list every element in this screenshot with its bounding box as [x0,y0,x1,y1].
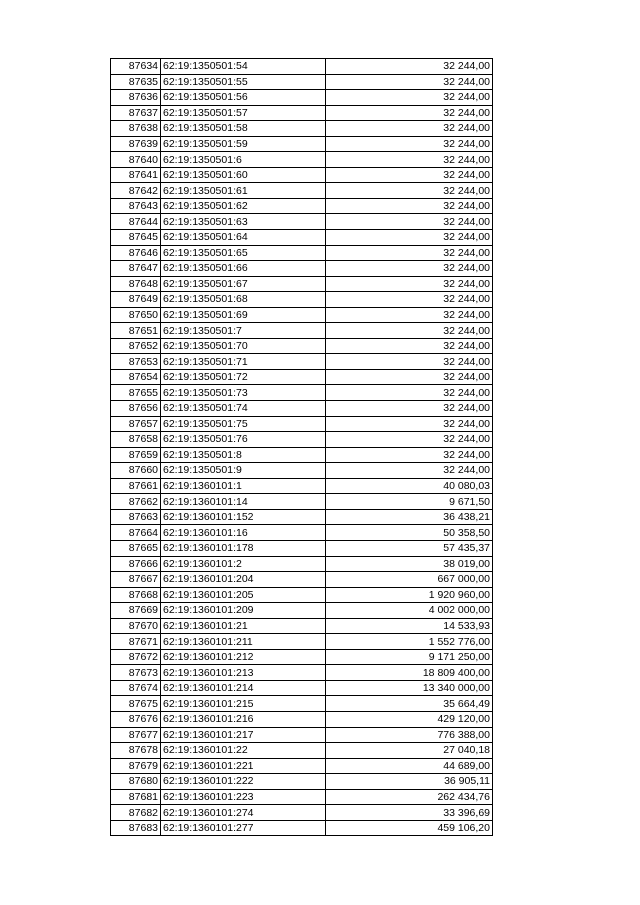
cadastral-value: 35 664,49 [326,696,493,712]
cadastral-number: 62:19:1350501:72 [161,369,326,385]
cadastral-value: 32 244,00 [326,261,493,277]
cadastral-value: 9 171 250,00 [326,649,493,665]
row-number: 87667 [111,572,161,588]
row-number: 87681 [111,789,161,805]
cadastral-number: 62:19:1350501:9 [161,463,326,479]
cadastral-number: 62:19:1350501:67 [161,276,326,292]
cadastral-number: 62:19:1350501:60 [161,167,326,183]
cadastral-value: 57 435,37 [326,540,493,556]
row-number: 87659 [111,447,161,463]
table-row [111,696,493,712]
cadastral-value: 32 244,00 [326,214,493,230]
table-row [111,105,493,121]
cadastral-number: 62:19:1350501:66 [161,261,326,277]
row-number: 87640 [111,152,161,168]
table-body [111,59,493,836]
cadastral-value: 32 244,00 [326,136,493,152]
cadastral-value: 33 396,69 [326,805,493,821]
cadastral-value: 32 244,00 [326,432,493,448]
row-number: 87641 [111,167,161,183]
cadastral-number: 62:19:1350501:55 [161,74,326,90]
row-number: 87669 [111,603,161,619]
cadastral-number: 62:19:1350501:62 [161,198,326,214]
table-row [111,665,493,681]
cadastral-number: 62:19:1360101:223 [161,789,326,805]
cadastral-value: 32 244,00 [326,245,493,261]
table-row [111,494,493,510]
table-row [111,90,493,106]
cadastral-value: 50 358,50 [326,525,493,541]
table-row [111,820,493,836]
row-number: 87654 [111,369,161,385]
row-number: 87662 [111,494,161,510]
cadastral-number: 62:19:1350501:68 [161,292,326,308]
cadastral-number: 62:19:1360101:277 [161,820,326,836]
cadastral-value: 32 244,00 [326,369,493,385]
cadastral-number: 62:19:1350501:61 [161,183,326,199]
cadastral-value: 40 080,03 [326,478,493,494]
row-number: 87677 [111,727,161,743]
cadastral-value: 44 689,00 [326,758,493,774]
cadastral-value: 32 244,00 [326,74,493,90]
row-number: 87648 [111,276,161,292]
row-number: 87671 [111,634,161,650]
table-row [111,572,493,588]
row-number: 87682 [111,805,161,821]
cadastral-value: 1 920 960,00 [326,587,493,603]
cadastral-value: 18 809 400,00 [326,665,493,681]
cadastral-value: 32 244,00 [326,90,493,106]
cadastral-number: 62:19:1350501:71 [161,354,326,370]
cadastral-number: 62:19:1350501:63 [161,214,326,230]
table-row [111,774,493,790]
row-number: 87643 [111,198,161,214]
row-number: 87656 [111,401,161,417]
cadastral-number: 62:19:1350501:6 [161,152,326,168]
table-row [111,354,493,370]
cadastral-number: 62:19:1350501:69 [161,307,326,323]
table-row [111,556,493,572]
table-row [111,680,493,696]
cadastral-value: 32 244,00 [326,447,493,463]
cadastral-value: 667 000,00 [326,572,493,588]
cadastral-number: 62:19:1360101:274 [161,805,326,821]
cadastral-value: 14 533,93 [326,618,493,634]
row-number: 87674 [111,680,161,696]
table-row [111,307,493,323]
cadastral-number: 62:19:1350501:70 [161,338,326,354]
cadastral-number: 62:19:1360101:1 [161,478,326,494]
cadastral-number: 62:19:1360101:211 [161,634,326,650]
cadastral-value: 4 002 000,00 [326,603,493,619]
cadastral-number: 62:19:1360101:178 [161,540,326,556]
table-row [111,587,493,603]
cadastral-value: 32 244,00 [326,323,493,339]
table-row [111,618,493,634]
cadastral-value: 32 244,00 [326,167,493,183]
cadastral-value: 32 244,00 [326,292,493,308]
row-number: 87649 [111,292,161,308]
row-number: 87665 [111,540,161,556]
cadastral-number: 62:19:1350501:76 [161,432,326,448]
cadastral-number: 62:19:1360101:213 [161,665,326,681]
row-number: 87668 [111,587,161,603]
cadastral-value: 776 388,00 [326,727,493,743]
table-row [111,416,493,432]
cadastral-value: 32 244,00 [326,463,493,479]
row-number: 87655 [111,385,161,401]
table-row [111,59,493,75]
cadastral-value: 36 438,21 [326,509,493,525]
row-number: 87647 [111,261,161,277]
row-number: 87678 [111,743,161,759]
table-row [111,727,493,743]
cadastral-value: 32 244,00 [326,105,493,121]
row-number: 87646 [111,245,161,261]
cadastral-value: 32 244,00 [326,230,493,246]
row-number: 87670 [111,618,161,634]
cadastral-value: 32 244,00 [326,183,493,199]
table-row [111,463,493,479]
cadastral-value: 27 040,18 [326,743,493,759]
row-number: 87645 [111,230,161,246]
table-row [111,432,493,448]
row-number: 87651 [111,323,161,339]
cadastral-value: 1 552 776,00 [326,634,493,650]
table-row [111,525,493,541]
row-number: 87639 [111,136,161,152]
cadastral-number: 62:19:1350501:59 [161,136,326,152]
row-number: 87635 [111,74,161,90]
cadastral-number: 62:19:1360101:214 [161,680,326,696]
cadastral-number: 62:19:1360101:212 [161,649,326,665]
row-number: 87679 [111,758,161,774]
cadastral-number: 62:19:1350501:65 [161,245,326,261]
cadastral-value: 32 244,00 [326,354,493,370]
cadastral-number: 62:19:1360101:21 [161,618,326,634]
table-row [111,276,493,292]
row-number: 87652 [111,338,161,354]
table-row [111,385,493,401]
table-row [111,369,493,385]
row-number: 87673 [111,665,161,681]
table-row [111,74,493,90]
row-number: 87664 [111,525,161,541]
row-number: 87660 [111,463,161,479]
cadastral-number: 62:19:1360101:209 [161,603,326,619]
row-number: 87675 [111,696,161,712]
row-number: 87657 [111,416,161,432]
cadastral-number: 62:19:1360101:22 [161,743,326,759]
table-row [111,121,493,137]
cadastral-value: 32 244,00 [326,276,493,292]
cadastral-number: 62:19:1360101:152 [161,509,326,525]
table-row [111,214,493,230]
table-row [111,649,493,665]
cadastral-number: 62:19:1350501:58 [161,121,326,137]
cadastral-number: 62:19:1350501:8 [161,447,326,463]
row-number: 87644 [111,214,161,230]
table-row [111,789,493,805]
table-row [111,167,493,183]
row-number: 87638 [111,121,161,137]
cadastral-number: 62:19:1350501:57 [161,105,326,121]
cadastral-value: 32 244,00 [326,338,493,354]
table-row [111,509,493,525]
cadastral-number: 62:19:1360101:216 [161,711,326,727]
table-row [111,634,493,650]
row-number: 87672 [111,649,161,665]
row-number: 87653 [111,354,161,370]
cadastral-value: 36 905,11 [326,774,493,790]
cadastral-number: 62:19:1360101:221 [161,758,326,774]
table-row [111,447,493,463]
table-row [111,198,493,214]
cadastral-value: 32 244,00 [326,152,493,168]
table-row [111,261,493,277]
row-number: 87663 [111,509,161,525]
table-row [111,478,493,494]
table-row [111,183,493,199]
cadastral-number: 62:19:1350501:73 [161,385,326,401]
cadastral-number: 62:19:1360101:215 [161,696,326,712]
cadastral-value: 429 120,00 [326,711,493,727]
row-number: 87642 [111,183,161,199]
table-row [111,292,493,308]
cadastral-number: 62:19:1360101:222 [161,774,326,790]
cadastral-value: 32 244,00 [326,121,493,137]
row-number: 87634 [111,59,161,75]
row-number: 87676 [111,711,161,727]
cadastral-value-table [110,58,493,836]
cadastral-value: 9 671,50 [326,494,493,510]
row-number: 87637 [111,105,161,121]
table-row [111,338,493,354]
cadastral-number: 62:19:1350501:74 [161,401,326,417]
row-number: 87658 [111,432,161,448]
table-row [111,758,493,774]
cadastral-number: 62:19:1360101:217 [161,727,326,743]
cadastral-number: 62:19:1350501:7 [161,323,326,339]
cadastral-value: 32 244,00 [326,307,493,323]
cadastral-value: 32 244,00 [326,401,493,417]
cadastral-value: 32 244,00 [326,416,493,432]
row-number: 87636 [111,90,161,106]
cadastral-number: 62:19:1360101:16 [161,525,326,541]
table-row [111,540,493,556]
table-row [111,603,493,619]
cadastral-number: 62:19:1350501:56 [161,90,326,106]
table-row [111,152,493,168]
cadastral-value: 262 434,76 [326,789,493,805]
cadastral-value: 32 244,00 [326,59,493,75]
table-row [111,245,493,261]
cadastral-value: 32 244,00 [326,385,493,401]
cadastral-value: 38 019,00 [326,556,493,572]
table-row [111,711,493,727]
table-row [111,323,493,339]
row-number: 87650 [111,307,161,323]
table-row [111,230,493,246]
cadastral-number: 62:19:1360101:14 [161,494,326,510]
table-row [111,136,493,152]
cadastral-number: 62:19:1350501:75 [161,416,326,432]
cadastral-number: 62:19:1360101:204 [161,572,326,588]
cadastral-value: 13 340 000,00 [326,680,493,696]
table-row [111,743,493,759]
row-number: 87661 [111,478,161,494]
cadastral-number: 62:19:1350501:64 [161,230,326,246]
row-number: 87683 [111,820,161,836]
cadastral-number: 62:19:1350501:54 [161,59,326,75]
row-number: 87680 [111,774,161,790]
cadastral-value: 32 244,00 [326,198,493,214]
row-number: 87666 [111,556,161,572]
cadastral-number: 62:19:1360101:2 [161,556,326,572]
table-row [111,401,493,417]
table-row [111,805,493,821]
cadastral-number: 62:19:1360101:205 [161,587,326,603]
cadastral-value: 459 106,20 [326,820,493,836]
